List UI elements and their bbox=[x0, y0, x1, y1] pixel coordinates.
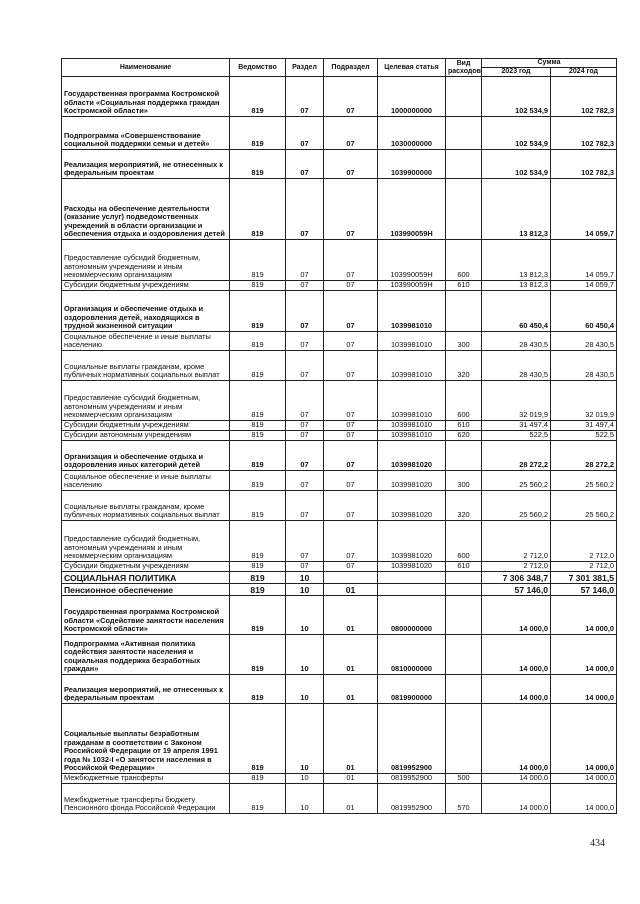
cell-name: Подпрограмма «Совершенствование социальной поддержки семьи и детей» bbox=[62, 117, 230, 150]
cell-target: 0819900000 bbox=[378, 675, 446, 704]
cell-name: Организация и обеспечение отдыха и оздоровления иных категорий детей bbox=[62, 441, 230, 471]
cell-dept: 819 bbox=[230, 521, 286, 562]
cell-2023: 7 306 348,7 bbox=[482, 572, 551, 584]
cell-section: 07 bbox=[286, 332, 324, 351]
cell-2023: 14 000,0 bbox=[482, 774, 551, 784]
cell-name: Реализация мероприятий, не отнесенных к федеральным проектам bbox=[62, 675, 230, 704]
cell-subsection: 07 bbox=[324, 441, 378, 471]
cell-section: 07 bbox=[286, 240, 324, 281]
cell-subsection: 01 bbox=[324, 675, 378, 704]
cell-type: 300 bbox=[446, 471, 482, 491]
cell-target: 1039981010 bbox=[378, 431, 446, 441]
cell-name: Межбюджетные трансферты бюджету Пенсионного фонда Российской Федерации bbox=[62, 784, 230, 814]
cell-2024: 2 712,0 bbox=[551, 521, 617, 562]
cell-target: 1000000000 bbox=[378, 77, 446, 117]
cell-dept: 819 bbox=[230, 179, 286, 240]
cell-name: Подпрограмма «Активная политика содействия занятости населения и социальная поддержка безработных граждан» bbox=[62, 635, 230, 675]
header-name: Наименование bbox=[62, 59, 230, 77]
cell-2024: 14 000,0 bbox=[551, 596, 617, 635]
cell-2024: 14 000,0 bbox=[551, 675, 617, 704]
cell-2023: 25 560,2 bbox=[482, 491, 551, 521]
cell-2024: 25 560,2 bbox=[551, 471, 617, 491]
cell-target: 1039981010 bbox=[378, 421, 446, 431]
cell-type bbox=[446, 150, 482, 179]
cell-2024: 14 000,0 bbox=[551, 704, 617, 774]
cell-section: 10 bbox=[286, 584, 324, 596]
cell-2023: 102 534,9 bbox=[482, 77, 551, 117]
cell-dept: 819 bbox=[230, 421, 286, 431]
cell-dept: 819 bbox=[230, 491, 286, 521]
cell-name: Предоставление субсидий бюджетным, автономным учреждениям и иным некоммерческим организациям bbox=[62, 240, 230, 281]
cell-name: Предоставление субсидий бюджетным, автономным учреждениям и иным некоммерческим организациям bbox=[62, 381, 230, 421]
table-row bbox=[62, 351, 617, 381]
header-section: Раздел bbox=[286, 59, 324, 77]
cell-target: 1039981020 bbox=[378, 521, 446, 562]
cell-target: 103990059Н bbox=[378, 281, 446, 291]
table-row bbox=[62, 774, 617, 784]
table-row bbox=[62, 179, 617, 240]
cell-dept: 819 bbox=[230, 77, 286, 117]
cell-section: 07 bbox=[286, 117, 324, 150]
cell-target: 0810000000 bbox=[378, 635, 446, 675]
table-row bbox=[62, 77, 617, 117]
cell-dept: 819 bbox=[230, 572, 286, 584]
cell-name: Государственная программа Костромской области «Социальная поддержка граждан Костромской области» bbox=[62, 77, 230, 117]
cell-2023: 32 019,9 bbox=[482, 381, 551, 421]
cell-type: 600 bbox=[446, 521, 482, 562]
cell-2023: 13 812,3 bbox=[482, 179, 551, 240]
cell-type: 600 bbox=[446, 381, 482, 421]
cell-subsection: 07 bbox=[324, 332, 378, 351]
cell-target: 1039981010 bbox=[378, 351, 446, 381]
cell-subsection: 07 bbox=[324, 491, 378, 521]
cell-type: 610 bbox=[446, 562, 482, 572]
cell-2023: 28 430,5 bbox=[482, 332, 551, 351]
header-sum: Сумма bbox=[482, 59, 617, 68]
cell-2023: 522,5 bbox=[482, 431, 551, 441]
cell-name: Социальное обеспечение и иные выплаты населению bbox=[62, 471, 230, 491]
cell-name: Социальное обеспечение и иные выплаты населению bbox=[62, 332, 230, 351]
cell-type bbox=[446, 77, 482, 117]
cell-name: Социальные выплаты безработным гражданам в соответствии с Законом Российской Федерации от 19 апреля 1991 года № 1032-I «О занятости населения в Российской Федерации» bbox=[62, 704, 230, 774]
cell-section: 07 bbox=[286, 150, 324, 179]
cell-name: Социальные выплаты гражданам, кроме публичных нормативных социальных выплат bbox=[62, 491, 230, 521]
cell-name: Реализация мероприятий, не отнесенных к федеральным проектам bbox=[62, 150, 230, 179]
cell-name: СОЦИАЛЬНАЯ ПОЛИТИКА bbox=[62, 572, 230, 584]
cell-type bbox=[446, 117, 482, 150]
cell-name: Субсидии бюджетным учреждениям bbox=[62, 281, 230, 291]
cell-2023: 102 534,9 bbox=[482, 150, 551, 179]
cell-type bbox=[446, 584, 482, 596]
cell-2023: 60 450,4 bbox=[482, 291, 551, 332]
table-row bbox=[62, 572, 617, 584]
table-row bbox=[62, 471, 617, 491]
cell-type bbox=[446, 635, 482, 675]
cell-target: 1039900000 bbox=[378, 150, 446, 179]
cell-type bbox=[446, 675, 482, 704]
cell-subsection: 07 bbox=[324, 291, 378, 332]
table-row bbox=[62, 521, 617, 562]
cell-type: 620 bbox=[446, 431, 482, 441]
table-row bbox=[62, 784, 617, 814]
cell-dept: 819 bbox=[230, 635, 286, 675]
cell-target: 1039981010 bbox=[378, 291, 446, 332]
cell-target: 1039981020 bbox=[378, 441, 446, 471]
cell-subsection: 07 bbox=[324, 562, 378, 572]
cell-dept: 819 bbox=[230, 584, 286, 596]
cell-section: 07 bbox=[286, 421, 324, 431]
cell-2023: 102 534,9 bbox=[482, 117, 551, 150]
table-row bbox=[62, 421, 617, 431]
cell-subsection: 01 bbox=[324, 584, 378, 596]
cell-dept: 819 bbox=[230, 117, 286, 150]
cell-dept: 819 bbox=[230, 441, 286, 471]
table-row bbox=[62, 332, 617, 351]
cell-target: 1039981010 bbox=[378, 332, 446, 351]
cell-target: 0819952900 bbox=[378, 784, 446, 814]
cell-subsection: 07 bbox=[324, 381, 378, 421]
cell-subsection: 07 bbox=[324, 117, 378, 150]
cell-type: 610 bbox=[446, 281, 482, 291]
cell-2024: 14 000,0 bbox=[551, 635, 617, 675]
cell-subsection: 07 bbox=[324, 421, 378, 431]
cell-type: 600 bbox=[446, 240, 482, 281]
cell-name: Государственная программа Костромской области «Содействие занятости населения Костромской области» bbox=[62, 596, 230, 635]
cell-dept: 819 bbox=[230, 240, 286, 281]
table-row bbox=[62, 562, 617, 572]
cell-target bbox=[378, 572, 446, 584]
cell-section: 07 bbox=[286, 491, 324, 521]
header-type: Вид расходов bbox=[446, 59, 482, 77]
cell-2024: 14 059,7 bbox=[551, 281, 617, 291]
cell-subsection: 07 bbox=[324, 77, 378, 117]
cell-type bbox=[446, 291, 482, 332]
table-row bbox=[62, 291, 617, 332]
cell-type bbox=[446, 441, 482, 471]
cell-2024: 28 430,5 bbox=[551, 351, 617, 381]
table-row bbox=[62, 150, 617, 179]
header-subsection: Подраздел bbox=[324, 59, 378, 77]
cell-dept: 819 bbox=[230, 471, 286, 491]
header-year-2023: 2023 год bbox=[482, 68, 551, 77]
cell-section: 07 bbox=[286, 77, 324, 117]
table-row bbox=[62, 441, 617, 471]
cell-2024: 28 430,5 bbox=[551, 332, 617, 351]
table-row bbox=[62, 491, 617, 521]
cell-subsection: 01 bbox=[324, 784, 378, 814]
cell-target: 0800000000 bbox=[378, 596, 446, 635]
cell-2023: 31 497,4 bbox=[482, 421, 551, 431]
cell-2023: 14 000,0 bbox=[482, 704, 551, 774]
cell-2024: 31 497,4 bbox=[551, 421, 617, 431]
cell-2023: 2 712,0 bbox=[482, 521, 551, 562]
cell-section: 07 bbox=[286, 351, 324, 381]
cell-name: Социальные выплаты гражданам, кроме публичных нормативных социальных выплат bbox=[62, 351, 230, 381]
cell-section: 10 bbox=[286, 704, 324, 774]
cell-2023: 57 146,0 bbox=[482, 584, 551, 596]
table-row bbox=[62, 584, 617, 596]
cell-2023: 2 712,0 bbox=[482, 562, 551, 572]
cell-2023: 13 812,3 bbox=[482, 281, 551, 291]
cell-2023: 14 000,0 bbox=[482, 675, 551, 704]
cell-type: 570 bbox=[446, 784, 482, 814]
cell-target: 1039981010 bbox=[378, 381, 446, 421]
header-year-2024: 2024 год bbox=[551, 68, 617, 77]
cell-2023: 28 272,2 bbox=[482, 441, 551, 471]
cell-2024: 57 146,0 bbox=[551, 584, 617, 596]
cell-2024: 7 301 381,5 bbox=[551, 572, 617, 584]
cell-name: Межбюджетные трансферты bbox=[62, 774, 230, 784]
cell-target bbox=[378, 584, 446, 596]
cell-2024: 25 560,2 bbox=[551, 491, 617, 521]
cell-section: 10 bbox=[286, 774, 324, 784]
cell-subsection: 07 bbox=[324, 179, 378, 240]
cell-section: 07 bbox=[286, 381, 324, 421]
cell-target: 103990059Н bbox=[378, 179, 446, 240]
cell-target: 1030000000 bbox=[378, 117, 446, 150]
cell-subsection: 01 bbox=[324, 774, 378, 784]
cell-2024: 32 019,9 bbox=[551, 381, 617, 421]
cell-dept: 819 bbox=[230, 150, 286, 179]
cell-subsection: 07 bbox=[324, 521, 378, 562]
header-dept: Ведомство bbox=[230, 59, 286, 77]
table-row bbox=[62, 704, 617, 774]
cell-type bbox=[446, 596, 482, 635]
table-row bbox=[62, 117, 617, 150]
cell-section: 10 bbox=[286, 784, 324, 814]
cell-type: 320 bbox=[446, 351, 482, 381]
cell-name: Субсидии бюджетным учреждениям bbox=[62, 421, 230, 431]
cell-2023: 25 560,2 bbox=[482, 471, 551, 491]
cell-section: 07 bbox=[286, 291, 324, 332]
table-row bbox=[62, 596, 617, 635]
cell-dept: 819 bbox=[230, 381, 286, 421]
header-target: Целевая статья bbox=[378, 59, 446, 77]
table-row bbox=[62, 431, 617, 441]
cell-name: Предоставление субсидий бюджетным, автономным учреждениям и иным некоммерческим организациям bbox=[62, 521, 230, 562]
cell-type: 610 bbox=[446, 421, 482, 431]
cell-target: 1039981020 bbox=[378, 471, 446, 491]
cell-dept: 819 bbox=[230, 431, 286, 441]
page-number: 434 bbox=[590, 838, 605, 849]
cell-subsection: 01 bbox=[324, 704, 378, 774]
cell-2023: 14 000,0 bbox=[482, 784, 551, 814]
cell-2024: 28 272,2 bbox=[551, 441, 617, 471]
cell-type bbox=[446, 704, 482, 774]
cell-2023: 13 812,3 bbox=[482, 240, 551, 281]
table-row bbox=[62, 240, 617, 281]
cell-target: 0819952900 bbox=[378, 774, 446, 784]
cell-dept: 819 bbox=[230, 774, 286, 784]
cell-subsection: 07 bbox=[324, 351, 378, 381]
cell-2023: 14 000,0 bbox=[482, 635, 551, 675]
cell-2024: 14 000,0 bbox=[551, 774, 617, 784]
cell-2023: 28 430,5 bbox=[482, 351, 551, 381]
cell-subsection: 07 bbox=[324, 240, 378, 281]
cell-dept: 819 bbox=[230, 291, 286, 332]
cell-name: Субсидии автономным учреждениям bbox=[62, 431, 230, 441]
cell-dept: 819 bbox=[230, 675, 286, 704]
cell-subsection: 01 bbox=[324, 596, 378, 635]
cell-2024: 102 782,3 bbox=[551, 150, 617, 179]
cell-dept: 819 bbox=[230, 281, 286, 291]
cell-dept: 819 bbox=[230, 562, 286, 572]
cell-name: Организация и обеспечение отдыха и оздоровления детей, находящихся в трудной жизненной ситуации bbox=[62, 291, 230, 332]
cell-section: 10 bbox=[286, 635, 324, 675]
cell-dept: 819 bbox=[230, 351, 286, 381]
cell-target: 1039981020 bbox=[378, 562, 446, 572]
cell-2024: 60 450,4 bbox=[551, 291, 617, 332]
cell-name: Субсидии бюджетным учреждениям bbox=[62, 562, 230, 572]
cell-subsection: 07 bbox=[324, 150, 378, 179]
cell-section: 10 bbox=[286, 675, 324, 704]
cell-section: 07 bbox=[286, 441, 324, 471]
cell-dept: 819 bbox=[230, 704, 286, 774]
cell-target: 0819952900 bbox=[378, 704, 446, 774]
cell-subsection: 07 bbox=[324, 431, 378, 441]
cell-2024: 2 712,0 bbox=[551, 562, 617, 572]
cell-type: 320 bbox=[446, 491, 482, 521]
cell-2024: 14 059,7 bbox=[551, 240, 617, 281]
cell-section: 10 bbox=[286, 572, 324, 584]
cell-subsection bbox=[324, 572, 378, 584]
cell-name: Пенсионное обеспечение bbox=[62, 584, 230, 596]
cell-type bbox=[446, 179, 482, 240]
cell-dept: 819 bbox=[230, 784, 286, 814]
cell-type: 500 bbox=[446, 774, 482, 784]
table-row bbox=[62, 281, 617, 291]
cell-section: 07 bbox=[286, 562, 324, 572]
cell-target: 103990059Н bbox=[378, 240, 446, 281]
table-row bbox=[62, 381, 617, 421]
cell-type: 300 bbox=[446, 332, 482, 351]
cell-2024: 102 782,3 bbox=[551, 117, 617, 150]
cell-section: 07 bbox=[286, 431, 324, 441]
cell-target: 1039981020 bbox=[378, 491, 446, 521]
cell-2024: 102 782,3 bbox=[551, 77, 617, 117]
cell-subsection: 07 bbox=[324, 471, 378, 491]
cell-section: 07 bbox=[286, 521, 324, 562]
cell-name: Расходы на обеспечение деятельности (оказание услуг) подведомственных учреждений в области организации и обеспечения отдыха и оздоровления детей bbox=[62, 179, 230, 240]
cell-2023: 14 000,0 bbox=[482, 596, 551, 635]
cell-dept: 819 bbox=[230, 596, 286, 635]
cell-2024: 14 000,0 bbox=[551, 784, 617, 814]
cell-section: 07 bbox=[286, 471, 324, 491]
cell-2024: 522,5 bbox=[551, 431, 617, 441]
table-body bbox=[62, 77, 617, 814]
cell-section: 07 bbox=[286, 179, 324, 240]
cell-subsection: 07 bbox=[324, 281, 378, 291]
cell-subsection: 01 bbox=[324, 635, 378, 675]
cell-type bbox=[446, 572, 482, 584]
table-row bbox=[62, 635, 617, 675]
cell-section: 10 bbox=[286, 596, 324, 635]
budget-table bbox=[61, 58, 617, 814]
cell-section: 07 bbox=[286, 281, 324, 291]
cell-2024: 14 059,7 bbox=[551, 179, 617, 240]
table-row bbox=[62, 675, 617, 704]
cell-dept: 819 bbox=[230, 332, 286, 351]
